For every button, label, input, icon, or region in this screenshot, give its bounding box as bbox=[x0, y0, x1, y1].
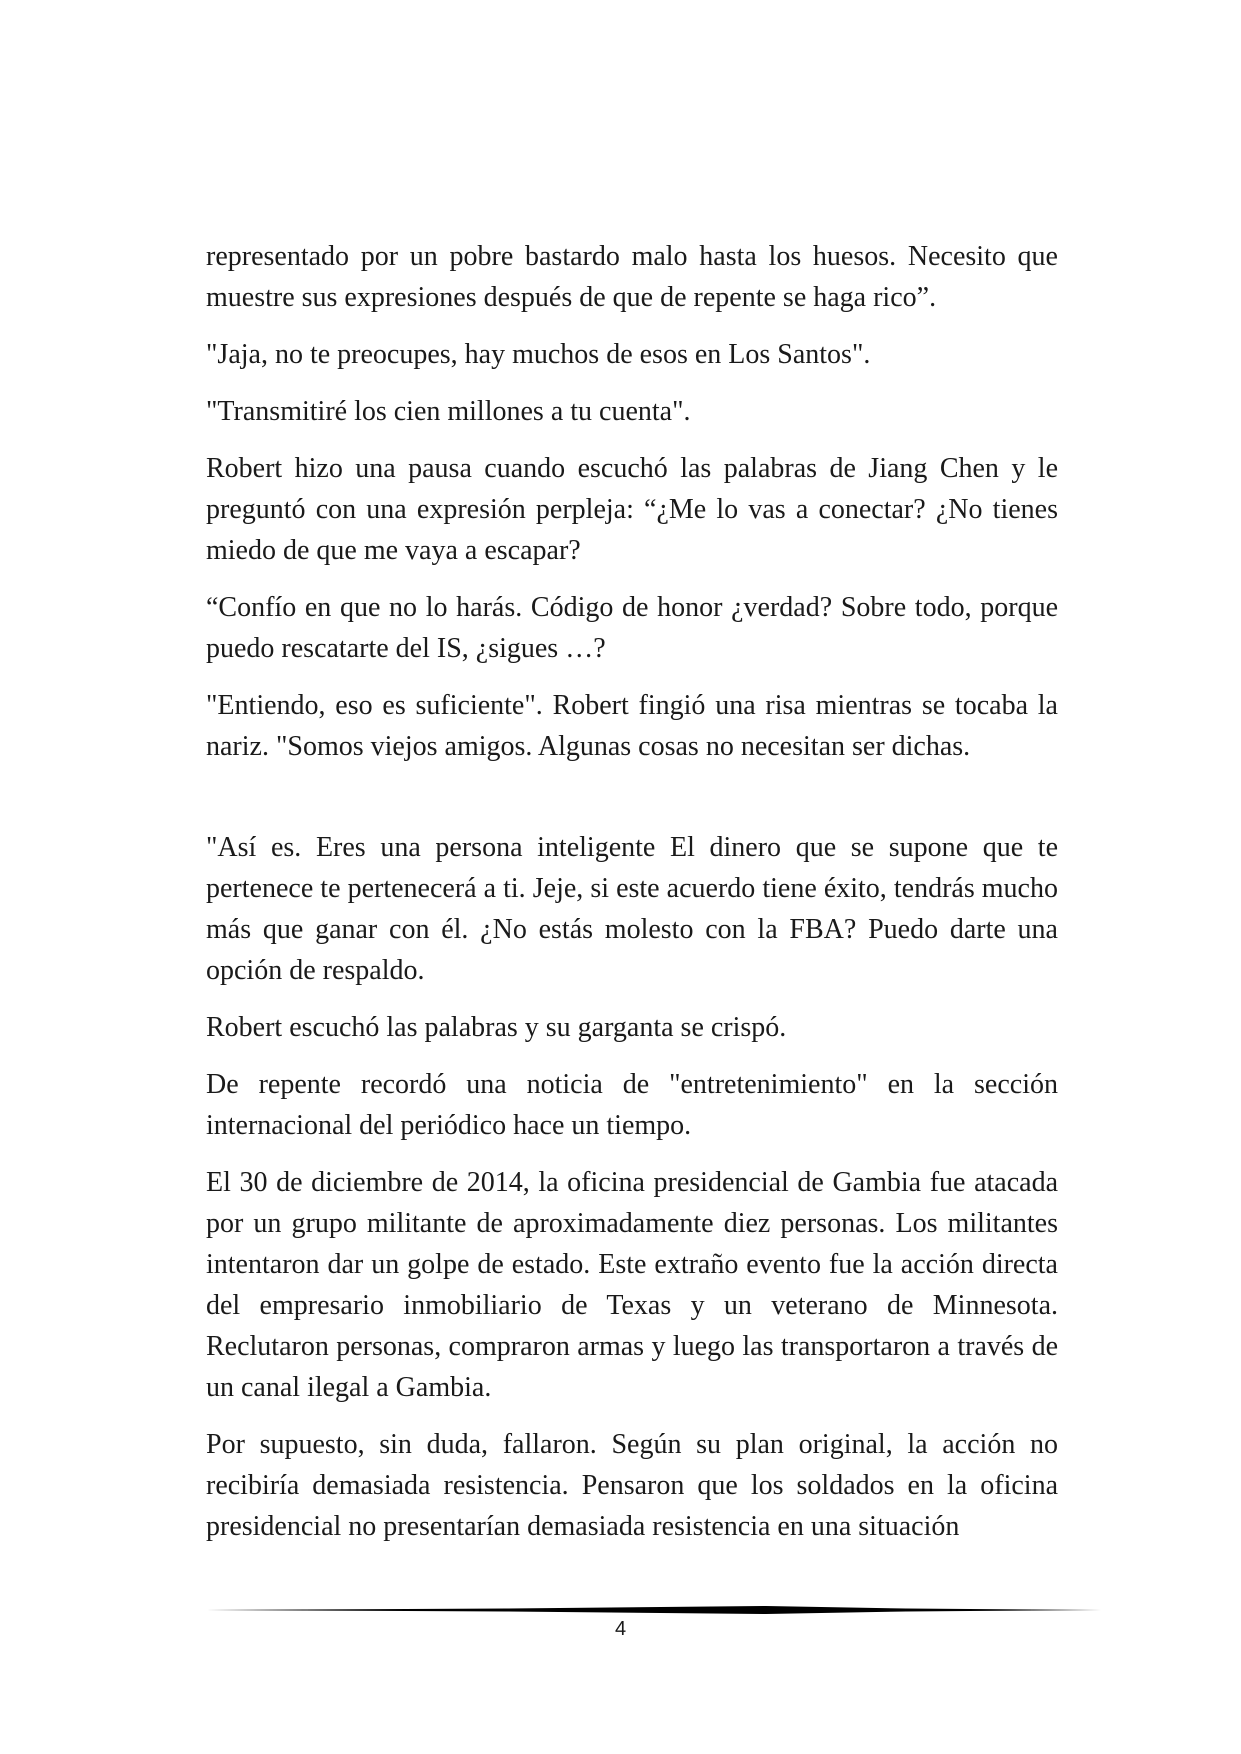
page-number: 4 bbox=[614, 1618, 627, 1640]
paragraph: representado por un pobre bastardo malo hasta los huesos. Necesito que muestre sus expresiones después de que de repente se haga rico”. bbox=[206, 241, 1058, 313]
paragraph: "Entiendo, eso es suficiente". Robert fingió una risa mientras se tocaba la nariz. "Somos viejos amigos. Algunas cosas no necesitan ser dichas. bbox=[206, 690, 1058, 762]
paragraph: Robert hizo una pausa cuando escuchó las palabras de Jiang Chen y le preguntó con una expresión perpleja: “¿Me lo vas a conectar? ¿No tienes miedo de que me vaya a escapar? bbox=[206, 453, 1058, 566]
paragraph: “Confío en que no lo harás. Código de honor ¿verdad? Sobre todo, porque puedo rescatarte del IS, ¿sigues …? bbox=[206, 592, 1058, 664]
paragraph: "Jaja, no te preocupes, hay muchos de esos en Los Santos". bbox=[206, 339, 871, 370]
paragraph: Robert escuchó las palabras y su garganta se crispó. bbox=[206, 1012, 787, 1043]
footer-divider bbox=[206, 1604, 1101, 1616]
paragraph: "Así es. Eres una persona inteligente El dinero que se supone que te pertenece te pertenecerá a ti. Jeje, si este acuerdo tiene éxito, tendrás mucho más que ganar con él. ¿No estás molesto con la FBA? Puedo darte una opción de respaldo. bbox=[206, 832, 1058, 986]
body-text bbox=[206, 236, 1058, 1563]
paragraph: Por supuesto, sin duda, fallaron. Según su plan original, la acción no recibiría demasiada resistencia. Pensaron que los soldados en la oficina presidencial no presentarían demasiada resistencia en una situación bbox=[206, 1429, 1058, 1542]
paragraph: El 30 de diciembre de 2014, la oficina presidencial de Gambia fue atacada por un grupo militante de aproximadamente diez personas. Los militantes intentaron dar un golpe de estado. Este extraño evento fue la acción directa del empresario inmobiliario de Texas y un veterano de Minnesota. Reclutaron personas, compraron armas y luego las transportaron a través de un canal ilegal a Gambia. bbox=[206, 1167, 1058, 1403]
paragraph: De repente recordó una noticia de "entretenimiento" en la sección internacional del periódico hace un tiempo. bbox=[206, 1069, 1058, 1141]
paragraph: "Transmitiré los cien millones a tu cuenta". bbox=[206, 396, 691, 427]
